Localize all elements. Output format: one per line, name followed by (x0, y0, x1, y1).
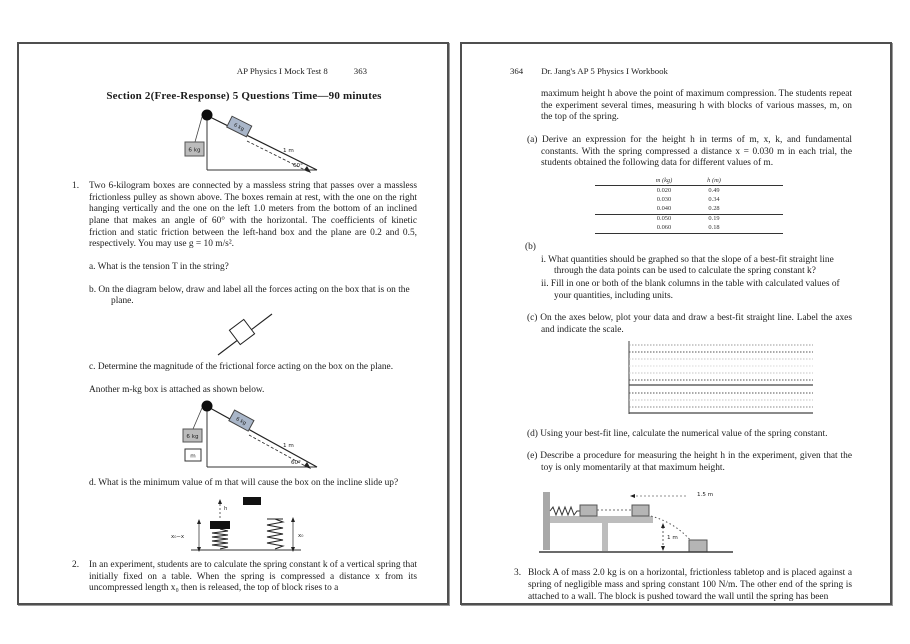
spring-experiment-diagram (169, 495, 319, 555)
distance-label: 1 m (283, 443, 294, 450)
part-e: (e) Describe a procedure for measuring the height h in the experiment, given that the toy is only momentarily at that maximum height. (527, 451, 852, 473)
plot-axes (627, 341, 817, 415)
question-2-number: 2. (72, 559, 80, 570)
height-label: h (224, 505, 228, 512)
free-body-box-diagram (208, 310, 280, 358)
question-1-part-b: b. On the diagram below, draw and label all the forces acting on the box that is on the plane. (89, 284, 410, 307)
col-header-mass: m (kg) (639, 177, 689, 186)
part-c: (c) On the axes below, plot your data and draw a best-fit straight line. Label the axes and indicate the scale. (527, 313, 852, 335)
data-table-body (595, 186, 783, 234)
pulley-icon (202, 110, 213, 121)
hanging-box-label: 6 kg (188, 147, 201, 154)
part-b-ii: ii. Fill in one or both of the blank columns in the table with calculated values of your quantities, including units. (541, 278, 840, 301)
page-right (460, 42, 892, 605)
table-row: 0.040 0.28 (595, 205, 783, 215)
book-title: Dr. Jang's AP 5 Physics I Workbook (541, 66, 668, 76)
drop-height-label: 1 m (667, 535, 678, 542)
page-number-right: 364 (510, 66, 524, 76)
incline-pulley-diagram-2 (155, 399, 333, 471)
data-table (595, 177, 783, 234)
plot-area-wrapper (627, 341, 852, 420)
tabletop (550, 516, 653, 523)
raised-block (243, 497, 261, 505)
col-header-height: h (m) (689, 177, 739, 186)
right-running-header (510, 66, 852, 76)
section-title: Section 2(Free-Response) 5 Questions Time—90 minutes (106, 90, 382, 102)
incline-pulley-diagram-1 (155, 108, 333, 174)
question-1-part-a: a. What is the tension T in the string? (89, 261, 229, 272)
incline-box-label: 6 kg (232, 122, 245, 133)
table-row: 0.030 0.34 (656, 195, 720, 203)
question-3-text: Block A of mass 2.0 kg is on a horizontal, frictionless tabletop and is placed against a spring of negligible mass and spring constant 100 N/m. The other end of the spring is attached to a wall. The block is pushed toward the wall until the spring has been (528, 568, 852, 602)
table-row: 0.050 0.19 (656, 215, 720, 223)
question-3-number: 3. (514, 568, 522, 579)
hanging-box-label: 6 kg (186, 434, 199, 441)
landing-block (689, 540, 707, 552)
part-b-i: i. What quantities should be graphed so that the slope of a best-fit straight line through the data points can be used to calculate the spring constant k? (541, 254, 834, 277)
another-box-note: Another m-kg box is attached as shown below. (89, 384, 265, 395)
question-1-part-d: d. What is the minimum value of m that will cause the box on the incline slide up? (89, 478, 399, 489)
running-title: AP Physics I Mock Test 8 (236, 66, 328, 76)
page-number-left: 363 (353, 66, 367, 76)
question-1-text: Two 6-kilogram boxes are connected by a massless string that passes over a massless frictionless pulley as shown above. The boxes remain at rest, with the one on the right hanging vertically and the one on the left 1.0 meters from the bottom of an inclined plane that makes an angle of 60° with the horizontal. The coefficients of kinetic friction and static friction between the left-hand box and the plane are 0.2 and 0.5, respectively. You may use g = 10 m/s². (89, 181, 417, 250)
wall (543, 492, 550, 550)
left-running-header (71, 66, 417, 76)
table-leg (602, 523, 608, 551)
angle-label: 60° (293, 163, 303, 169)
question-1-number: 1. (72, 181, 80, 191)
page-right-content (462, 44, 890, 603)
natural-length-label: x₀ (298, 532, 304, 539)
block-a (580, 505, 597, 516)
angle-label: 60° (291, 460, 301, 467)
question-2-text: In an experiment, students are to calculate the spring constant k of a vertical spring that initially fixed on a table. When the spring is compressed a distance x from its uncompressed length x₀ then is released, the top of block rises to a (89, 559, 417, 594)
page-left (17, 42, 449, 605)
question-1 (71, 181, 417, 251)
question-2-continuation: maximum height h above the point of maximum compression. The students repeat the experiment several times, measuring h with blocks of various masses, m, on the top of the spring. (541, 89, 852, 123)
block-at-edge (632, 505, 649, 516)
range-label: 1.5 m (697, 492, 714, 499)
distance-label: 1 m (283, 148, 294, 154)
question-2 (71, 560, 417, 595)
table-header-row (595, 177, 783, 186)
incline-box-label: 6 kg (234, 416, 248, 427)
table-row: 0.020 0.49 (656, 186, 720, 194)
part-b-label: (b) (525, 242, 536, 253)
part-d: (d) Using your best-fit line, calculate the numerical value of the spring constant. (527, 428, 828, 439)
spring-block (210, 521, 230, 529)
compressed-length-label: x₀−x (171, 533, 185, 540)
part-a: (a) Derive an expression for the height h in terms of m, x, k, and fundamental constants. With the spring compressed a distance x = 0.030 m in each trial, the students obtained the following data for different values of m. (527, 134, 852, 169)
tabletop-spring-diagram (531, 486, 741, 560)
table-row: 0.060 0.18 (595, 224, 783, 234)
question-1-part-c: c. Determine the magnitude of the frictional force acting on the box on the plane. (89, 361, 394, 372)
page-left-content (19, 44, 447, 603)
extra-box-label: m (190, 453, 196, 460)
pulley-icon (202, 401, 213, 412)
question-3 (514, 568, 852, 603)
